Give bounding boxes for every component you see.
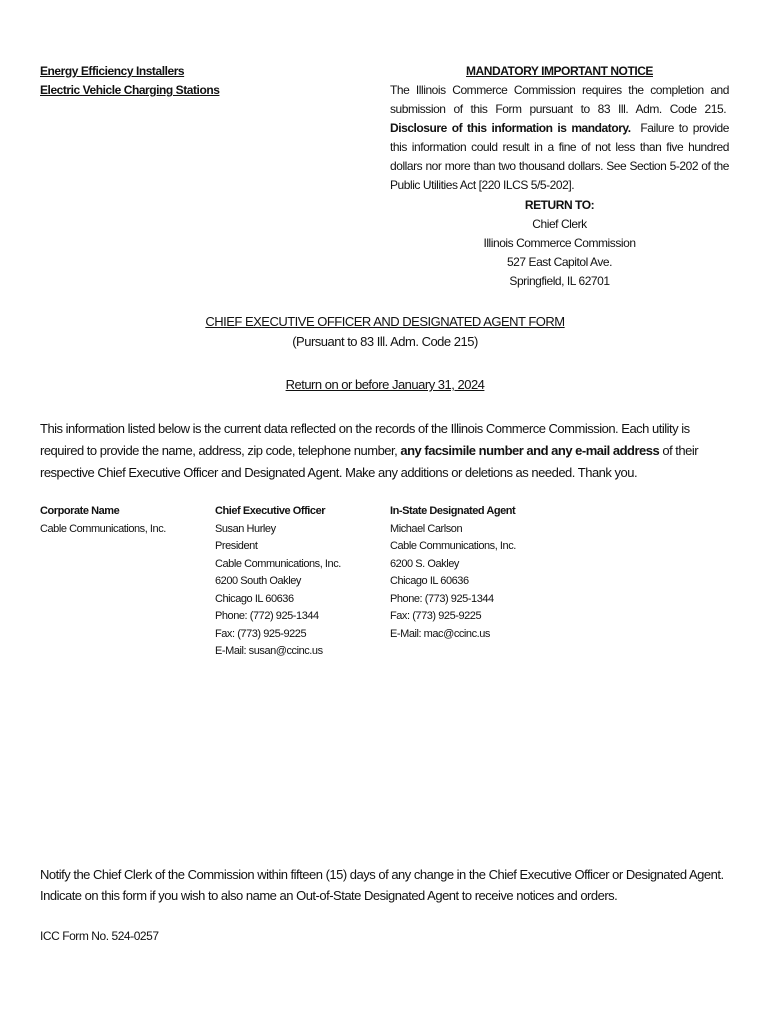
return-to-block — [390, 196, 729, 291]
column-line: Cable Communications, Inc. — [40, 522, 166, 535]
header-left — [40, 62, 219, 100]
column-line: Phone: (772) 925-1344 — [215, 610, 319, 622]
category-ev-charging: Electric Vehicle Charging Stations — [40, 83, 220, 97]
category-energy-efficiency: Energy Efficiency Installers — [40, 64, 185, 78]
notice-title: MANDATORY IMPORTANT NOTICE — [466, 64, 653, 78]
column-header: Corporate Name — [40, 505, 120, 517]
form-title: CHIEF EXECUTIVE OFFICER AND DESIGNATED AGENT FORM — [205, 314, 565, 329]
column-line: Michael Carlson — [390, 522, 463, 535]
notice-text-bold: Disclosure of this information is mandatory. — [390, 121, 631, 135]
form-number: ICC Form No. 524-0257 — [40, 929, 159, 943]
return-deadline: Return on or before January 31, 2024 — [285, 377, 485, 392]
column-line: Chicago IL 60636 — [215, 592, 294, 605]
column-line: President — [215, 540, 258, 552]
mandatory-notice — [390, 62, 729, 195]
column-line: Cable Communications, Inc. — [390, 540, 516, 552]
column-line: Susan Hurley — [215, 522, 276, 535]
return-line: Illinois Commerce Commission — [483, 236, 636, 250]
return-line: 527 East Capitol Ave. — [506, 255, 613, 269]
column-line: 6200 S. Oakley — [390, 557, 459, 570]
return-line: Chief Clerk — [532, 217, 587, 231]
column-header: Chief Executive Officer — [215, 505, 326, 517]
notice-text-a: The Illinois Commerce Commission requires the completion and submission of this Form pursuant to 83 Ill. Adm. Code 215. — [390, 83, 729, 116]
column-line: Chicago IL 60636 — [390, 575, 469, 587]
notice-body — [390, 81, 729, 195]
intro-text-bold: any facsimile number and any e-mail address — [400, 443, 660, 458]
column-line: Fax: (773) 925-9225 — [390, 610, 482, 622]
column-line: Fax: (773) 925-9225 — [215, 627, 307, 640]
intro-text-a: This information listed below is the current data reflected on the records of the Illinois Commerce Commission. Each utility is required to provide the name, address, zip code, telephone number, — [40, 421, 690, 458]
column-header: In-State Designated Agent — [390, 505, 516, 517]
notify-instructions — [40, 864, 740, 906]
notify-line-2: Indicate on this form if you wish to also name an Out-of-State Designated Agent to receive notices and orders. — [40, 888, 618, 903]
column-line: Cable Communications, Inc. — [215, 557, 341, 570]
column-line: 6200 South Oakley — [215, 575, 301, 587]
notify-line-1: Notify the Chief Clerk of the Commission within fifteen (15) days of any change in the Chief Executive Officer or Designated Agent. — [40, 867, 724, 882]
form-subtitle: (Pursuant to 83 Ill. Adm. Code 215) — [292, 334, 478, 349]
column-line: E-Mail: susan@ccinc.us — [215, 645, 323, 657]
notice-text-b: Failure to provide this information could result in a fine of not less than five hundred dollars nor more than two thousand dollars. See Section 5-202 of the Public Utilities Act [220 ILCS 5/5-202]. — [390, 121, 729, 192]
column-line: Phone: (773) 925-1344 — [390, 592, 494, 605]
corporate-name-column — [40, 503, 166, 538]
designated-agent-column — [390, 503, 516, 643]
intro-paragraph — [40, 418, 730, 484]
return-to-label: RETURN TO: — [524, 198, 595, 212]
intro-text-b: of their respective Chief Executive Officer and Designated Agent. Make any additions or deletions as needed. Thank you. — [40, 443, 699, 480]
column-line: E-Mail: mac@ccinc.us — [390, 627, 490, 640]
return-line: Springfield, IL 62701 — [509, 274, 610, 288]
ceo-column — [215, 503, 341, 661]
